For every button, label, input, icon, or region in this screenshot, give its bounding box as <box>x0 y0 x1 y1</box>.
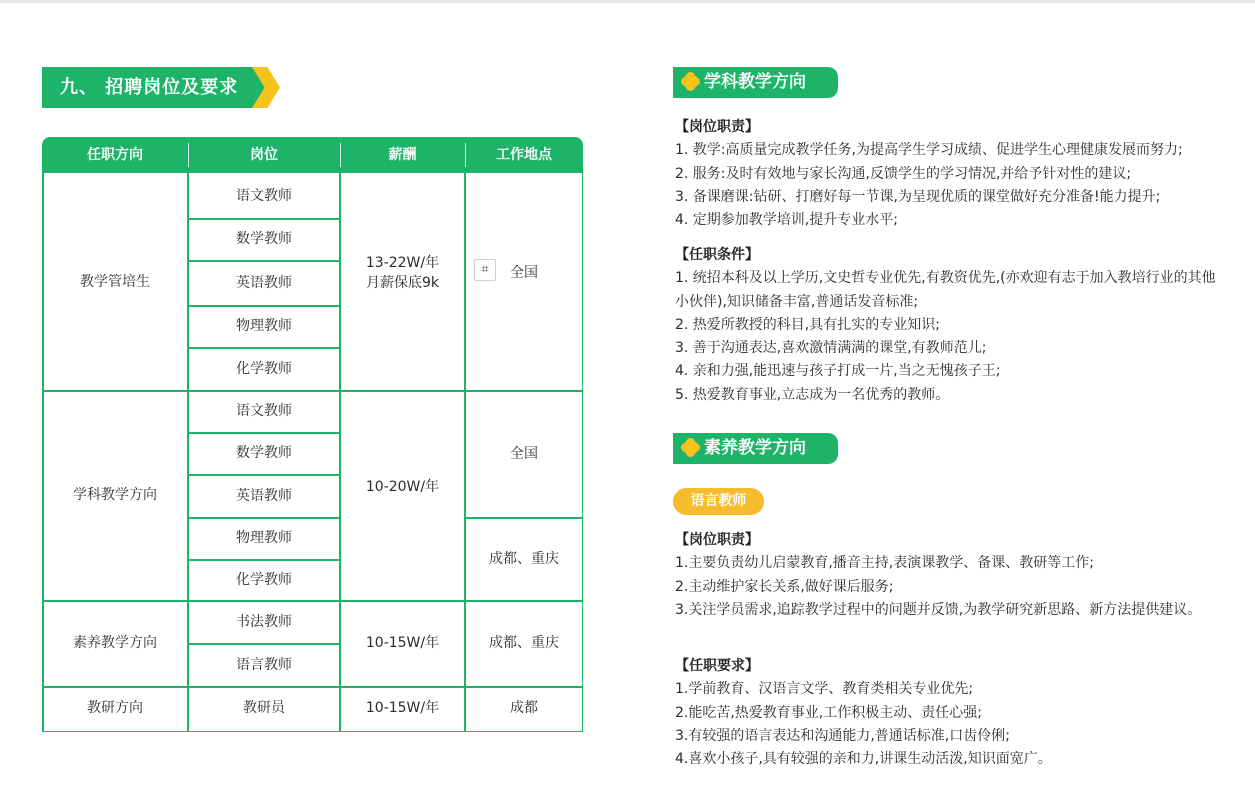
requirement-item: 4. 亲和力强,能迅速与孩子打成一片,当之无愧孩子王; <box>675 363 1001 380</box>
literacy-requirements <box>675 655 1235 771</box>
position-cell: 语言教师 <box>236 656 292 673</box>
salary-cell <box>340 173 465 373</box>
position-cell: 物理教师 <box>236 318 292 334</box>
salary-cell: 10-15W/年 <box>365 635 440 651</box>
direction-cell: 素养教学方向 <box>73 635 157 651</box>
duty-item: 3.关注学员需求,追踪教学过程中的问题并反馈,为教学研究新思路、新方法提供建议。 <box>675 601 1202 618</box>
salary-range: 13-22W/年 <box>365 255 440 271</box>
duty-item: 2.主动维护家长关系,做好课后服务; <box>675 578 894 595</box>
duty-item: 2. 服务:及时有效地与家长沟通,反馈学生的学习情况,并给予针对性的建议; <box>675 165 1132 182</box>
requirement-item: 3. 善于沟通表达,喜欢激情满满的课堂,有教师范儿; <box>675 340 987 357</box>
literacy-section-title <box>673 433 838 464</box>
literacy-title-text: 素养教学方向 <box>704 438 806 458</box>
section-title: 九、 招聘岗位及要求 <box>60 77 239 98</box>
requirement-item: 3.有较强的语言表达和沟通能力,普通话标准,口齿伶俐; <box>675 727 1010 744</box>
requirements-heading: 【任职条件】 <box>675 247 759 263</box>
position-cell: 语文教师 <box>236 187 292 204</box>
subject-duties <box>675 116 1235 232</box>
location-cell: 全国 <box>510 265 538 281</box>
position-cell: 英语教师 <box>236 274 292 291</box>
position-cell: 书法教师 <box>236 613 292 630</box>
position-cell: 语文教师 <box>236 403 292 419</box>
requirement-item: 1. 统招本科及以上学历,文史哲专业优先,有教资优先,(亦欢迎有志于加入教培行业的其他小伙伴),知识储备丰富,普通话发音标准; <box>675 270 1216 310</box>
requirement-item: 5. 热爱教育事业,立志成为一名优秀的教师。 <box>675 386 950 403</box>
header-salary: 薪酬 <box>388 147 417 163</box>
location-cell: 成都、重庆 <box>489 635 559 651</box>
header-direction: 任职方向 <box>87 147 143 163</box>
table-header <box>42 137 583 173</box>
subject-section-title <box>673 67 838 98</box>
location-cell: 全国 <box>510 445 538 462</box>
salary-cell: 10-20W/年 <box>365 479 440 495</box>
recruitment-table <box>42 137 583 732</box>
requirement-item: 2. 热爱所教授的科目,具有扎实的专业知识; <box>675 316 940 333</box>
duty-item: 1. 教学:高质量完成教学任务,为提高学生学习成绩、促进学生心理健康发展而努力; <box>675 142 1183 159</box>
position-cell: 物理教师 <box>236 530 292 546</box>
requirement-item: 2.能吃苦,热爱教育事业,工作积极主动、责任心强; <box>675 704 982 721</box>
duty-item: 1.主要负责幼儿启蒙教育,播音主持,表演课教学、备课、教研等工作; <box>675 555 1094 572</box>
duties-heading: 【岗位职责】 <box>675 119 759 135</box>
subject-title-text: 学科教学方向 <box>704 72 806 92</box>
requirement-item: 4.喜欢小孩子,具有较强的亲和力,讲课生动活泼,知识面宽广。 <box>675 751 1052 768</box>
literacy-duties <box>675 529 1210 622</box>
position-cell: 化学教师 <box>236 360 292 377</box>
position-cell: 数学教师 <box>236 231 292 247</box>
duties-heading: 【岗位职责】 <box>675 532 759 548</box>
duty-item: 3. 备课磨课:钻研、打磨好每一节课,为呈现优质的课堂做好充分准备!能力提升; <box>675 188 1161 205</box>
direction-cell: 学科教学方向 <box>73 487 157 503</box>
position-cell: 化学教师 <box>236 571 292 588</box>
position-cell: 英语教师 <box>236 487 292 504</box>
subject-requirements <box>675 244 1220 407</box>
position-cell: 教研员 <box>243 700 285 716</box>
header-location: 工作地点 <box>496 147 552 163</box>
direction-cell: 教学管培生 <box>80 273 150 290</box>
direction-cell: 教研方向 <box>87 700 143 716</box>
requirement-item: 1.学前教育、汉语言文学、教育类相关专业优先; <box>675 681 974 698</box>
position-tag: 语言教师 <box>673 488 764 515</box>
salary-cell: 10-15W/年 <box>365 700 440 716</box>
flower-icon <box>683 440 698 455</box>
scan-icon[interactable]: ⌗ <box>474 259 496 281</box>
duty-item: 4. 定期参加教学培训,提升专业水平; <box>675 212 898 229</box>
top-divider <box>0 0 1255 3</box>
table-border <box>42 731 583 733</box>
table-body <box>42 173 583 732</box>
section-heading <box>42 67 282 108</box>
flower-icon <box>683 74 698 89</box>
location-cell: 成都 <box>510 700 538 716</box>
requirements-heading: 【任职要求】 <box>675 658 759 674</box>
location-cell: 成都、重庆 <box>489 550 559 567</box>
header-position: 岗位 <box>250 147 278 163</box>
salary-minimum: 月薪保底9k <box>365 275 439 291</box>
position-cell: 数学教师 <box>236 445 292 461</box>
